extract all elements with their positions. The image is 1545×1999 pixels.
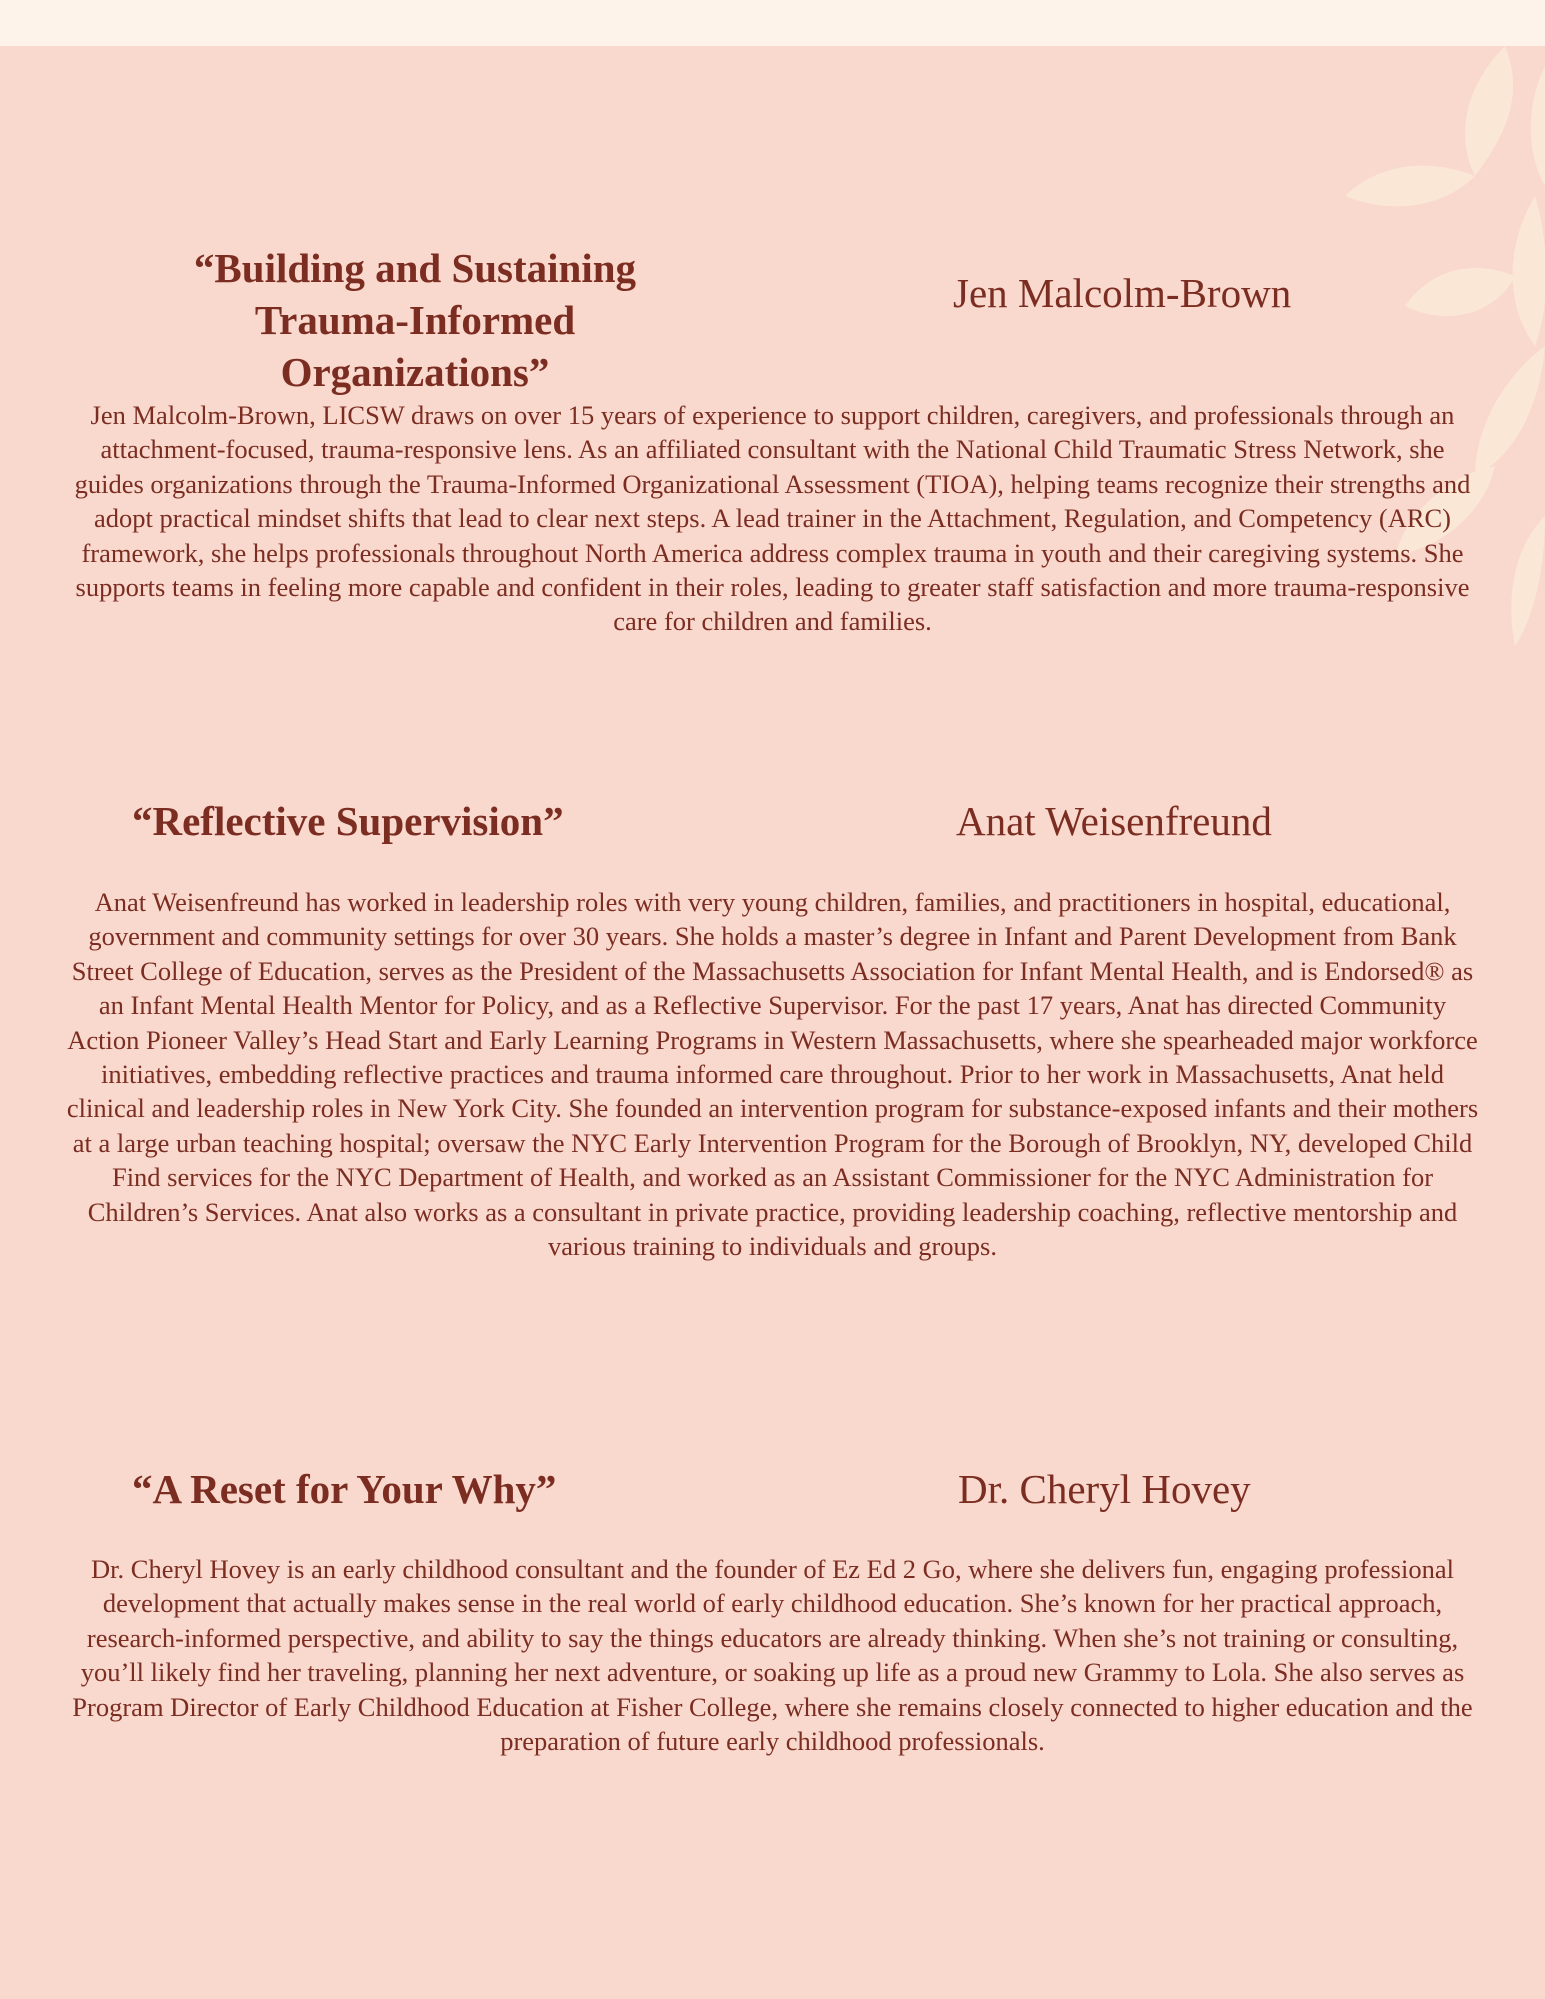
- session-3-bio: Dr. Cheryl Hovey is an early childhood consultant and the founder of Ez Ed 2 Go, where she delivers fun, engaging professional development that actually makes sense in the real world of early childhood education. She’s known for her practical approach, research-informed perspective, and ability to say the things educators are already thinking. When she’s not training or consulting, you’ll likely find her traveling, planning her next adventure, or soaking up life as a proud new Grammy to Lola. She also serves as Program Director of Early Childhood Education at Fisher College, where she remains closely connected to higher education and the preparation of future early childhood professionals.: [72, 1554, 1473, 1757]
- session-3-title: “A Reset for Your Why”: [132, 1466, 557, 1512]
- session-3-speaker: Dr. Cheryl Hovey: [958, 1466, 1251, 1512]
- top-band: [0, 0, 1545, 46]
- session-1-title: “Building and Sustaining Trauma-Informed Organizations”: [193, 245, 637, 395]
- session-2-title: “Reflective Supervision”: [132, 798, 564, 844]
- session-1-speaker: Jen Malcolm-Brown: [953, 270, 1292, 316]
- session-1-bio: Jen Malcolm-Brown, LICSW draws on over 15 years of experience to support children, caregivers, and professionals through an attachment-focused, trauma-responsive lens. As an affiliated consultant with the National Child Traumatic Stress Network, she guides organizations through the Trauma-Informed Organizational Assessment (TIOA), helping teams recognize their strengths and adopt practical mindset shifts that lead to clear next steps. A lead trainer in the Attachment, Regulation, and Competency (ARC) framework, she helps professionals throughout North America address complex trauma in youth and their caregiving systems. She supports teams in feeling more capable and confident in their roles, leading to greater staff satisfaction and more trauma-responsive care for children and families.: [74, 400, 1471, 637]
- session-2-speaker: Anat Weisenfreund: [956, 798, 1272, 844]
- session-2-bio: Anat Weisenfreund has worked in leadership roles with very young children, families, and practitioners in hospital, educational, government and community settings for over 30 years. She holds a master’s degree in Infant and Parent Development from Bank Street College of Education, serves as the President of the Massachusetts Association for Infant Mental Health, and is Endorsed® as an Infant Mental Health Mentor for Policy, and as a Reflective Supervisor. For the past 17 years, Anat has directed Community Action Pioneer Valley’s Head Start and Early Learning Programs in Western Massachusetts, where she spearheaded major workforce initiatives, embedding reflective practices and trauma informed care throughout. Prior to her work in Massachusetts, Anat held clinical and leadership roles in New York City. She founded an intervention program for substance-exposed infants and their mothers at a large urban teaching hospital; oversaw the NYC Early Intervention Program for the Borough of Brooklyn, NY, developed Child Find services for the NYC Department of Health, and worked as an Assistant Commissioner for the NYC Administration for Children’s Services. Anat also works as a consultant in private practice, providing leadership coaching, reflective mentorship and various training to individuals and groups.: [66, 887, 1479, 1262]
